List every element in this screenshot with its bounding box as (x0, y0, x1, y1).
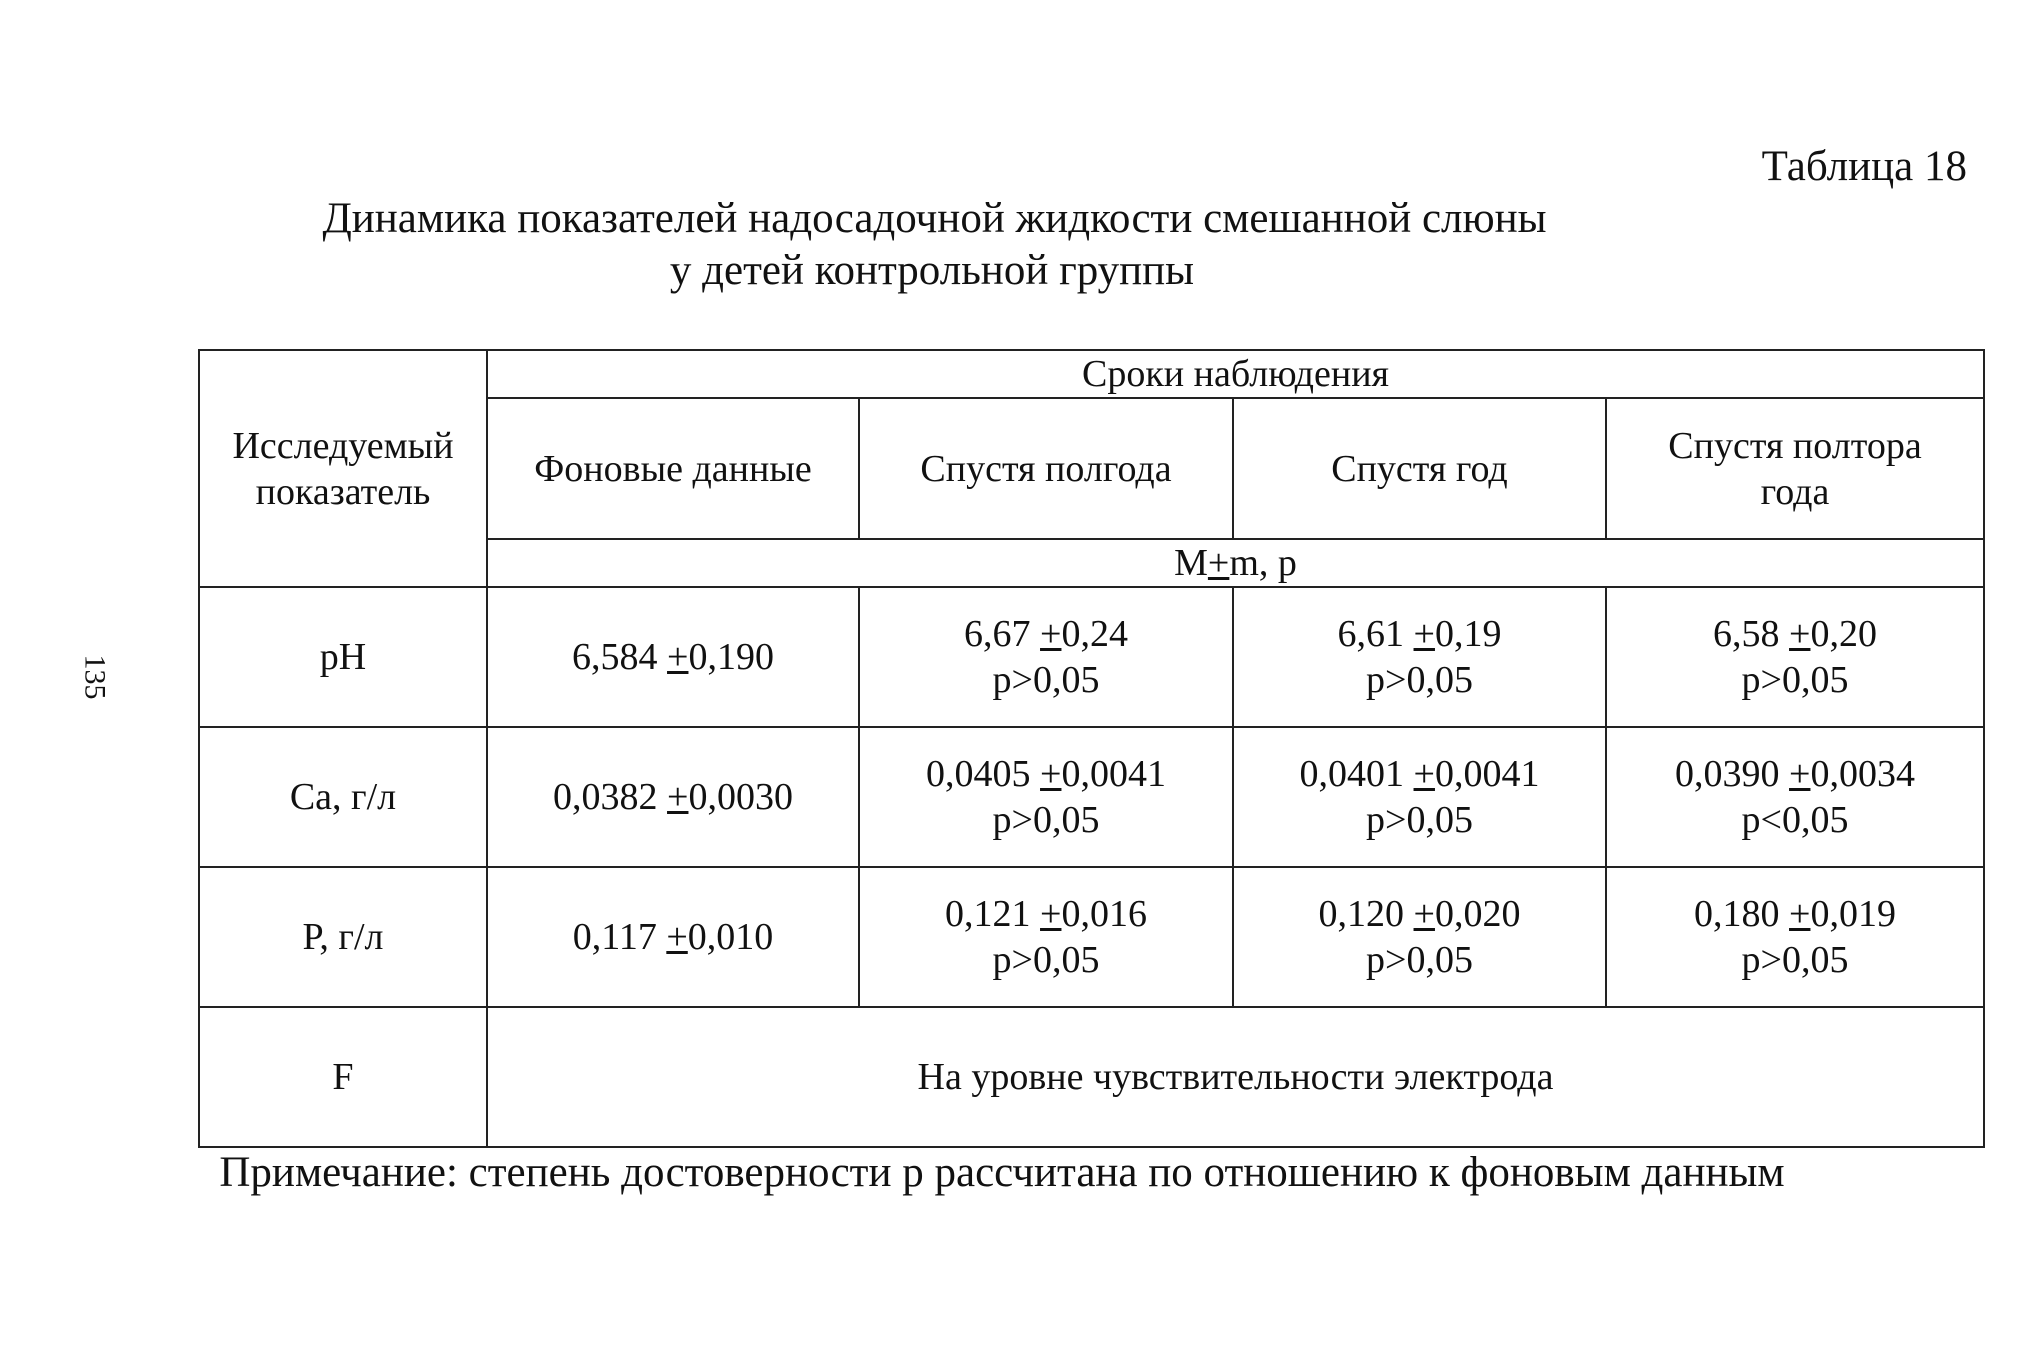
plus-minus-sign: + (1413, 893, 1435, 935)
plus-minus-sign: + (1207, 542, 1230, 584)
plus-minus-sign: + (1040, 893, 1062, 935)
value-cell (1233, 727, 1606, 867)
p-value: p>0,05 (992, 659, 1100, 701)
p-value: p>0,05 (1366, 659, 1473, 701)
plus-minus-sign: + (666, 916, 688, 958)
plus-minus-sign: + (1413, 753, 1435, 795)
cell-error: 0,0041 (1061, 753, 1166, 795)
plus-minus-sign: + (667, 776, 689, 818)
value-cell (859, 727, 1233, 867)
value-cell (1606, 867, 1984, 1007)
value-cell (1606, 727, 1984, 867)
row-indicator: pH (199, 587, 487, 727)
data-table (198, 349, 1985, 1148)
table-title-line-2: у детей контрольной группы (669, 247, 1195, 294)
p-value: p>0,05 (1741, 939, 1849, 981)
plus-minus-sign: + (1789, 613, 1811, 655)
plus-minus-sign: + (667, 636, 689, 678)
value-line (1242, 751, 1597, 797)
value-line (1615, 611, 1975, 657)
table-footnote: Примечание: степень достоверности p рассчитана по отношению к фоновым данным (219, 1149, 1785, 1196)
table-label: Таблица 18 (1761, 143, 1967, 190)
value-line (868, 611, 1224, 657)
cell-value: 0,0390 (1675, 753, 1790, 795)
cell-value: 6,67 (964, 613, 1041, 655)
value-cell (1233, 867, 1606, 1007)
cell-value: 0,120 (1318, 893, 1414, 935)
baseline-error: 0,010 (687, 916, 774, 958)
row-indicator: F (199, 1007, 487, 1147)
plus-minus-sign: + (1413, 613, 1435, 655)
cell-error: 0,020 (1434, 893, 1521, 935)
value-cell (859, 587, 1233, 727)
baseline-cell (487, 727, 859, 867)
cell-value: 0,0401 (1299, 753, 1414, 795)
value-cell (859, 867, 1233, 1007)
value-line (868, 891, 1224, 937)
header-indicator: Исследуемый показатель (199, 350, 487, 587)
baseline-value: 0,117 (572, 916, 667, 958)
header-column-one-and-half-year: Спустя полтора года (1606, 398, 1984, 539)
p-value: p>0,05 (992, 939, 1100, 981)
p-value: p<0,05 (1741, 799, 1849, 841)
units-pre: M (1174, 542, 1208, 584)
value-line (1615, 751, 1975, 797)
cell-value: 0,180 (1694, 893, 1790, 935)
row-indicator: P, г/л (199, 867, 487, 1007)
cell-error: 0,0041 (1434, 753, 1540, 795)
plus-minus-sign: + (1789, 753, 1811, 795)
cell-error: 0,019 (1810, 893, 1896, 935)
cell-error: 0,19 (1434, 613, 1502, 655)
table-row (199, 587, 1984, 727)
value-line (1242, 611, 1597, 657)
baseline-cell (487, 867, 859, 1007)
table-row (199, 727, 1984, 867)
header-row-periods (199, 350, 1984, 398)
cell-value: 6,58 (1713, 613, 1790, 655)
plus-minus-sign: + (1789, 893, 1811, 935)
cell-error: 0,016 (1061, 893, 1147, 935)
p-value: p>0,05 (1366, 939, 1473, 981)
value-line (1242, 891, 1597, 937)
row-indicator: Ca, г/л (199, 727, 487, 867)
cell-value: 0,121 (945, 893, 1041, 935)
header-column-half-year: Спустя полгода (859, 398, 1233, 539)
baseline-cell (487, 587, 859, 727)
value-cell (1233, 587, 1606, 727)
baseline-value: 0,0382 (553, 776, 668, 818)
units-post: m, p (1229, 542, 1297, 584)
p-value: p>0,05 (1366, 799, 1473, 841)
baseline-value: 6,584 (572, 636, 668, 678)
cell-error: 0,0034 (1810, 753, 1915, 795)
baseline-error: 0,190 (688, 636, 774, 678)
value-cell (1606, 587, 1984, 727)
value-line (868, 751, 1224, 797)
cell-value: 0,0405 (926, 753, 1041, 795)
p-value: p>0,05 (992, 799, 1100, 841)
page-number: 135 (78, 654, 112, 700)
baseline-error: 0,0030 (688, 776, 793, 818)
cell-error: 0,20 (1810, 613, 1877, 655)
fluoride-note-cell: На уровне чувствительности электрода (487, 1007, 1984, 1147)
value-line (1615, 891, 1975, 937)
header-units (487, 539, 1984, 587)
table-title (0, 193, 2019, 297)
header-column-baseline: Фоновые данные (487, 398, 859, 539)
header-period-group: Сроки наблюдения (487, 350, 1984, 398)
header-column-one-year: Спустя год (1233, 398, 1606, 539)
plus-minus-sign: + (1040, 753, 1062, 795)
cell-error: 0,24 (1061, 613, 1128, 655)
cell-value: 6,61 (1337, 613, 1414, 655)
table-title-line-1: Динамика показателей надосадочной жидкости смешанной слюны (322, 195, 1547, 242)
p-value: p>0,05 (1741, 659, 1849, 701)
plus-minus-sign: + (1040, 613, 1062, 655)
table-row (199, 867, 1984, 1007)
table-row-fluoride (199, 1007, 1984, 1147)
